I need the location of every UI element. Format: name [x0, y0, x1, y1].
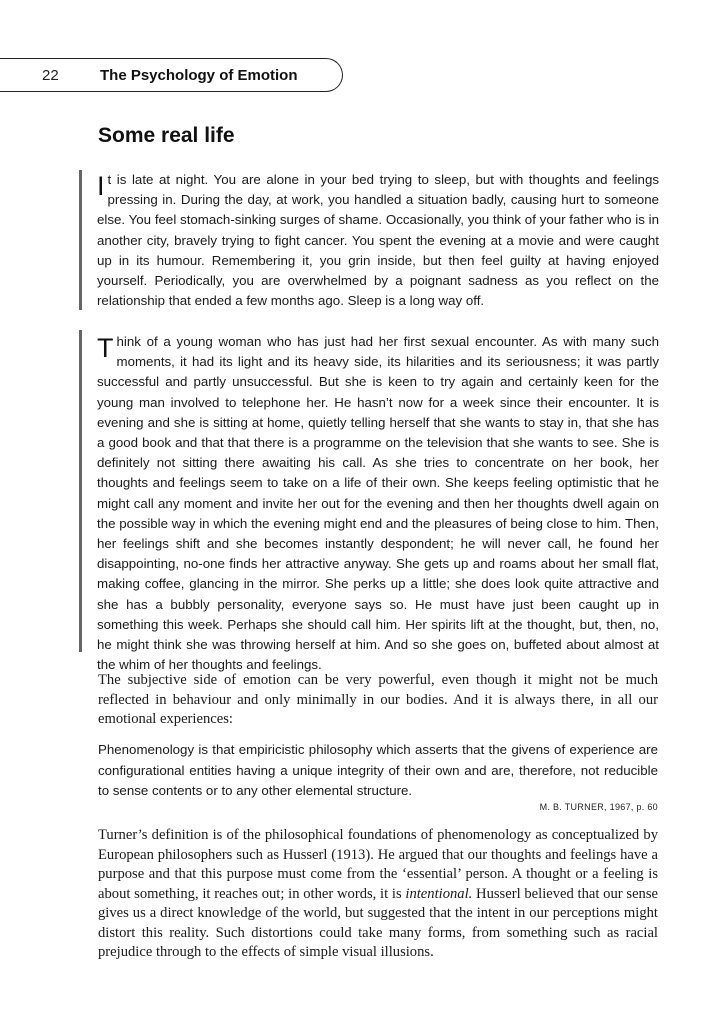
- emphasis-text: intentional.: [405, 885, 473, 902]
- vignette-paragraph: [97, 170, 659, 311]
- vignette-text: t is late at night. You are alone in your bed trying to sleep, but with thoughts and feelings pressing in. During the day, at work, you handled a situation badly, causing hurt to someone else. You feel stomach-sinking surges of shame. Occasionally, you think of your father who is in another city, bravely trying to fight cancer. You spent the evening at a movie and were caught up in its humour. Remembering it, you grin inside, but then feel guilty at having enjoyed yourself. Periodically, you are overwhelmed by a poignant sadness as you reflect on the relationship that ended a few months ago. Sleep is a long way off.: [97, 172, 659, 309]
- running-title: The Psychology of Emotion: [100, 67, 298, 84]
- body-paragraph: [98, 826, 658, 963]
- section-title: Some real life: [98, 124, 235, 147]
- drop-cap: T: [97, 333, 114, 363]
- paragraph-text: Turner’s definition is of the philosophical foundations of phenomenology as conceptualized by European philosophers such as Husserl (1913). He argued that our thoughts and feelings have a purpose and that this purpose must come from the ‘essential’ person. A thought or a feeling is about something, it reaches out; in other words, it is: [98, 827, 658, 902]
- drop-cap: I: [97, 171, 105, 201]
- page-number: 22: [42, 67, 59, 84]
- quote-citation: M. B. TURNER, 1967, p. 60: [539, 802, 658, 812]
- vignette-rule: [79, 330, 82, 652]
- block-quote: Phenomenology is that empiricistic philosophy which asserts that the givens of experience are configurational entities having a unique integrity of their own and are, therefore, not reducible to sense contents or to any other elemental structure.: [98, 742, 658, 798]
- vignette-paragraph: [97, 332, 659, 675]
- body-paragraph: The subjective side of emotion can be very powerful, even though it might not be much reflected in behaviour and only minimally in our bodies. And it is always there, in all our emotional experiences:: [98, 672, 658, 727]
- running-header: [0, 58, 343, 92]
- paragraph-text: Husserl believed that our sense gives us a direct knowledge of the world, but suggested that the intent in our perceptions might distort this reality. Such distortions could take many forms, from something such as racial prejudice through to the effects of simple visual illusions.: [98, 885, 658, 960]
- vignette-rule: [79, 170, 82, 310]
- vignette-text: hink of a young woman who has just had her first sexual encounter. As with many such moments, it had its light and its heavy side, its hilarities and its seriousness; it was partly successful and partly unsuccessful. But she is keen to try again and certainly keen for the young man involved to telephone her. He hasn’t now for a week since their encounter. It is evening and she is sitting at home, quietly telling herself that she wants to stay in, that she has a good book and that that there is a programme on the television that she wants to see. She is definitely not sitting there awaiting his call. As she tries to concentrate on her book, her thoughts and feelings seem to take on a life of their own. She keeps feeling optimistic that he might call any moment and invite her out for the evening and then her thoughts dwell again on the possible way in which the evening might end and the pleasures of being close to him. Then, her feelings shift and she becomes instantly despondent; he will never call, he found her disappointing, no-one finds her attractive anyway. She gets up and roams about her small flat, making coffee, glancing in the mirror. She perks up a little; she does look quite attractive and she has a bubbly personality, everyone says so. He must have just been caught up in something this week. Perhaps she should call him. Her spirits lift at the thought, but, then, no, he might think she was throwing herself at him. And so she goes on, buffeted about almost at the whim of her thoughts and feelings.: [97, 334, 659, 673]
